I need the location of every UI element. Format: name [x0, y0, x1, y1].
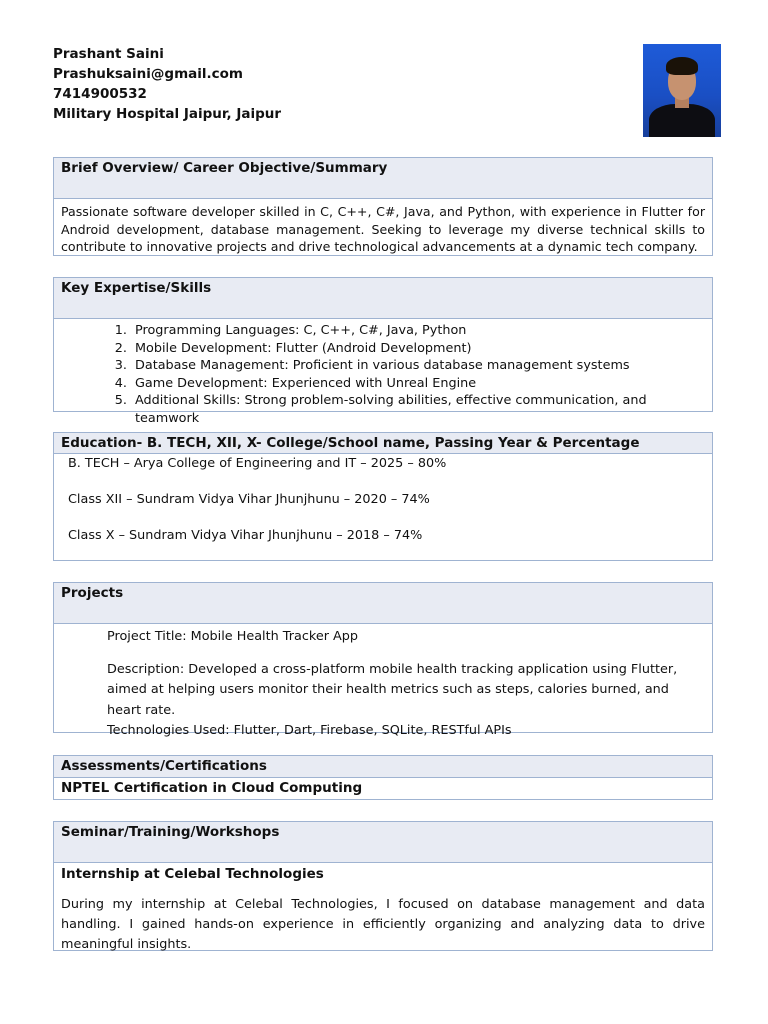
seminar-details: [54, 863, 712, 955]
projects-heading: Projects: [54, 583, 712, 624]
candidate-email: Prashuksaini@gmail.com: [53, 66, 243, 82]
skills-heading: Key Expertise/Skills: [54, 278, 712, 319]
skill-item: 5. Additional Skills: Strong problem-solving abilities, effective communication, and teamwork: [131, 392, 712, 427]
seminar-subtitle: Internship at Celebal Technologies: [61, 866, 324, 882]
profile-photo: [643, 44, 721, 137]
candidate-name: Prashant Saini: [53, 46, 164, 62]
project-details: [54, 624, 712, 742]
skill-item: 4. Game Development: Experienced with Unreal Engine: [131, 375, 712, 393]
candidate-address: Military Hospital Jaipur, Jaipur: [53, 106, 282, 122]
project-description: Description: Developed a cross-platform mobile health tracking application using Flutter, aimed at helping users monitor their health metrics such as steps, calories burned, and heart rate.: [107, 661, 678, 718]
candidate-phone: 7414900532: [53, 86, 147, 102]
skill-item: 3. Database Management: Proficient in various database management systems: [131, 357, 712, 375]
seminar-text: During my internship at Celebal Technologies, I focused on database management and data handling. I gained hands-on experience in efficiently organizing and analyzing data to drive meaningful insights.: [61, 896, 705, 952]
overview-section: [53, 157, 713, 256]
education-list: [54, 454, 712, 545]
seminar-section: [53, 821, 713, 951]
contact-header: [53, 44, 281, 124]
certification-item: NPTEL Certification in Cloud Computing: [61, 780, 363, 796]
education-item: Class XII – Sundram Vidya Vihar Jhunjhunu – 2020 – 74%: [68, 492, 430, 507]
project-technologies: Technologies Used: Flutter, Dart, Firebase, SQLite, RESTful APIs: [107, 723, 512, 738]
projects-section: [53, 582, 713, 738]
skills-list: [54, 319, 712, 427]
education-item: B. TECH – Arya College of Engineering and IT – 2025 – 80%: [68, 456, 447, 471]
education-item: Class X – Sundram Vidya Vihar Jhunjhunu – 2018 – 74%: [68, 528, 423, 543]
certifications-heading: Assessments/Certifications: [54, 756, 712, 778]
skills-section: [53, 277, 713, 426]
overview-text: Passionate software developer skilled in C, C++, C#, Java, and Python, with experience in Flutter for Android development, database management. Seeking to leverage my diverse technical skills to contribute to innovative projects and drive technological advancements at a dynamic tech company.: [61, 204, 705, 254]
seminar-heading: Seminar/Training/Workshops: [54, 822, 712, 863]
overview-heading: Brief Overview/ Career Objective/Summary: [54, 158, 712, 199]
skill-item: 1. Programming Languages: C, C++, C#, Java, Python: [131, 322, 712, 340]
education-section: [53, 432, 713, 561]
certifications-section: [53, 755, 713, 800]
project-title: Project Title: Mobile Health Tracker App: [107, 629, 359, 644]
education-heading: Education- B. TECH, XII, X- College/School name, Passing Year & Percentage: [54, 433, 712, 454]
skill-item: 2. Mobile Development: Flutter (Android Development): [131, 340, 712, 358]
